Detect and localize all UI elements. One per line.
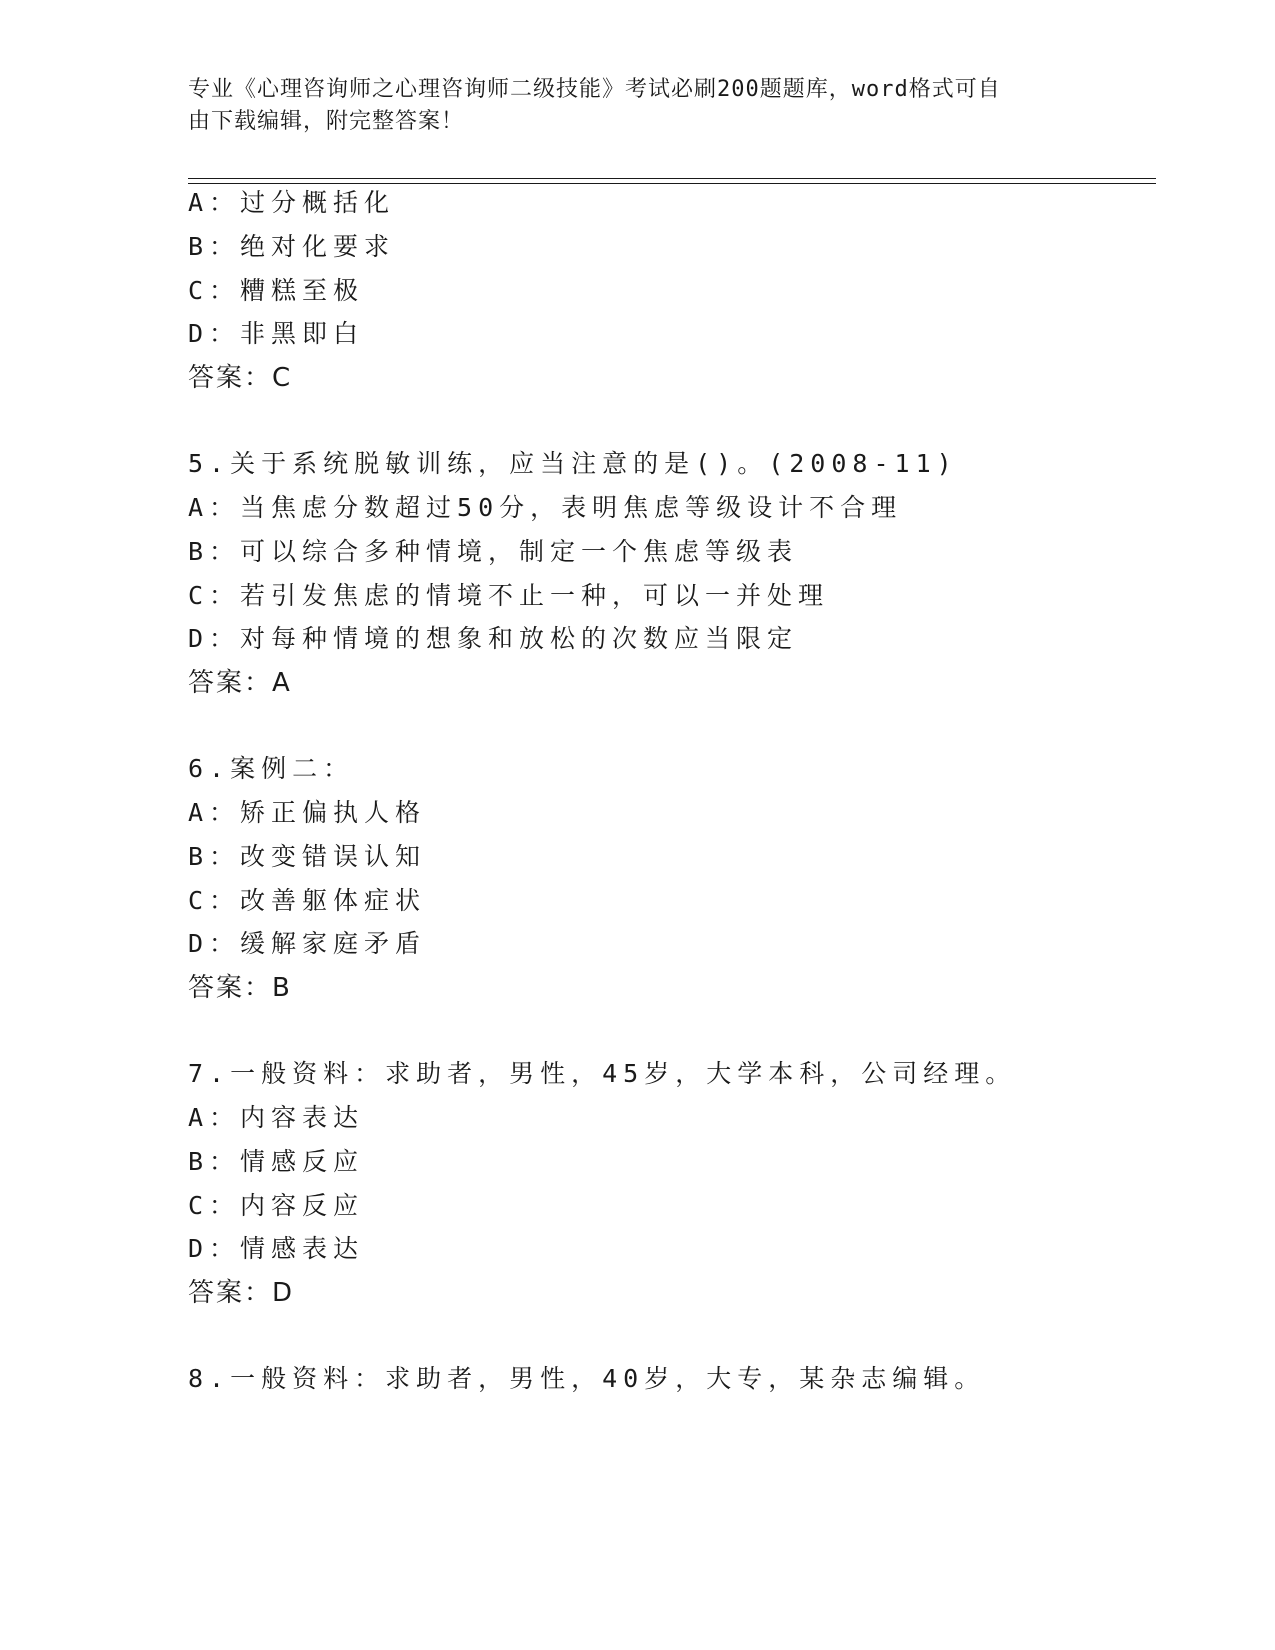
q7-option-b: B：情感反应 <box>188 1147 365 1176</box>
header-divider-top <box>188 178 1156 179</box>
header-line-2: 由下载编辑，附完整答案！ <box>188 109 465 134</box>
q6-answer: 答案：B <box>188 973 292 1003</box>
q6-option-c: C：改善躯体症状 <box>188 886 427 915</box>
q4-option-a: A：过分概括化 <box>188 188 396 217</box>
q6-option-a: A：矫正偏执人格 <box>188 798 427 827</box>
q4-option-b: B：绝对化要求 <box>188 232 396 261</box>
q6-option-d: D：缓解家庭矛盾 <box>188 929 427 958</box>
q7-option-d: D：情感表达 <box>188 1234 365 1263</box>
q5-option-c: C：若引发焦虑的情境不止一种，可以一并处理 <box>188 581 830 610</box>
q6-option-b: B：改变错误认知 <box>188 842 427 871</box>
q5-answer: 答案：A <box>188 668 292 698</box>
q5-option-a: A：当焦虑分数超过50分，表明焦虑等级设计不合理 <box>188 493 903 522</box>
header-divider-bottom <box>188 183 1156 184</box>
header-line-1: 专业《心理咨询师之心理咨询师二级技能》考试必刷200题题库，word格式可自 <box>188 77 1001 102</box>
q6-question: 6.案例二： <box>188 754 355 783</box>
q8-question: 8.一般资料：求助者，男性，40岁，大专，某杂志编辑。 <box>188 1364 986 1393</box>
q7-answer: 答案：D <box>188 1278 295 1308</box>
q4-option-d: D：非黑即白 <box>188 319 365 348</box>
q4-answer: 答案：C <box>188 363 293 393</box>
q4-option-c: C：糟糕至极 <box>188 276 365 305</box>
q5-option-d: D：对每种情境的想象和放松的次数应当限定 <box>188 624 799 653</box>
q7-question: 7.一般资料：求助者，男性，45岁，大学本科，公司经理。 <box>188 1059 1017 1088</box>
document-header <box>188 74 1088 138</box>
q5-option-b: B：可以综合多种情境，制定一个焦虑等级表 <box>188 537 799 566</box>
q5-question: 5.关于系统脱敏训练，应当注意的是()。(2008-11) <box>188 449 958 478</box>
q7-option-c: C：内容反应 <box>188 1191 365 1220</box>
q7-option-a: A：内容表达 <box>188 1103 365 1132</box>
